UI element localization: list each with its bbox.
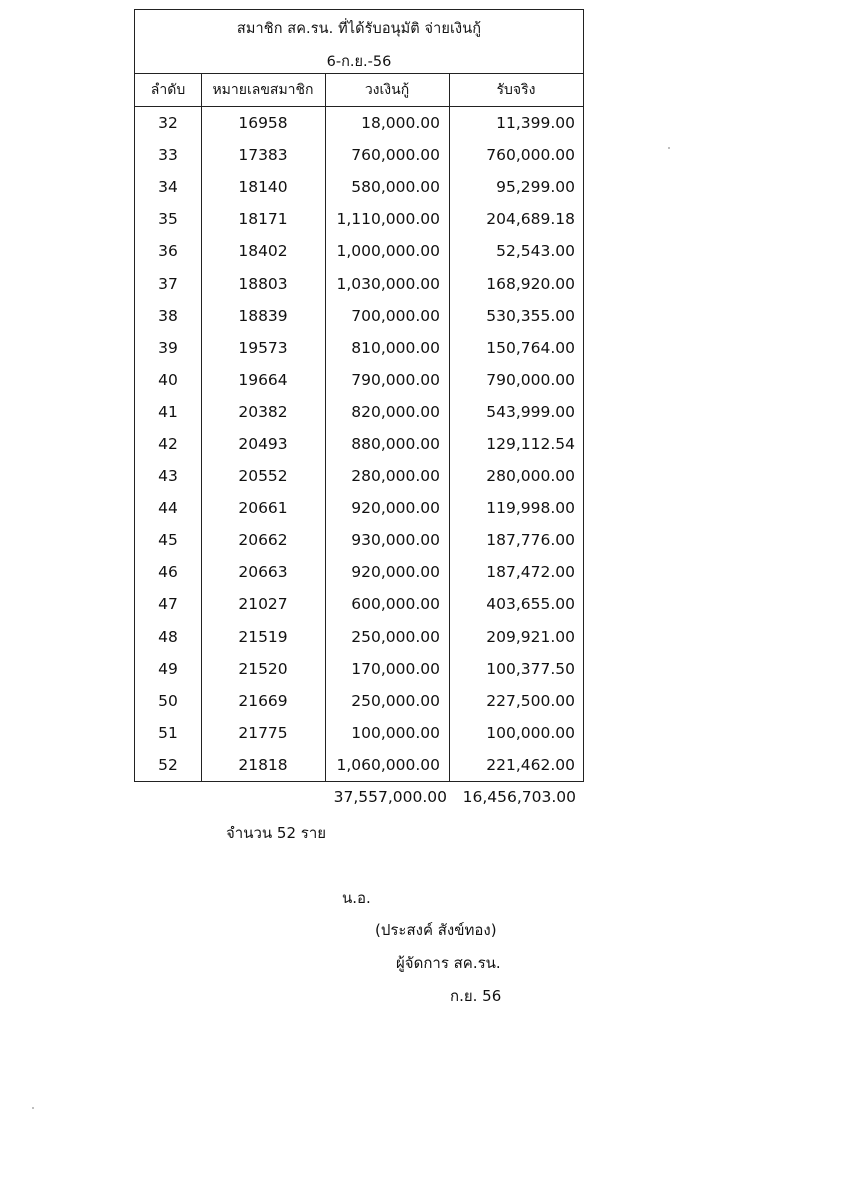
table-row bbox=[135, 492, 583, 524]
table-row bbox=[135, 171, 583, 203]
row-received-amount: 221,462.00 bbox=[486, 755, 575, 774]
row-loan-amount: 100,000.00 bbox=[351, 723, 440, 742]
row-member-number: 21775 bbox=[238, 723, 288, 742]
row-member-number: 18839 bbox=[238, 306, 288, 325]
row-loan-amount: 280,000.00 bbox=[351, 467, 440, 486]
row-order: 40 bbox=[158, 370, 178, 389]
row-order: 35 bbox=[158, 210, 178, 229]
row-member-number: 21520 bbox=[238, 659, 288, 678]
row-received-amount: 100,377.50 bbox=[486, 659, 575, 678]
row-loan-amount: 600,000.00 bbox=[351, 595, 440, 614]
scan-speck bbox=[668, 147, 670, 149]
row-order: 49 bbox=[158, 659, 178, 678]
row-received-amount: 403,655.00 bbox=[486, 595, 575, 614]
total-approved: 37,557,000.00 bbox=[333, 788, 447, 806]
row-member-number: 20661 bbox=[238, 499, 288, 518]
row-order: 52 bbox=[158, 755, 178, 774]
row-order: 45 bbox=[158, 531, 178, 550]
row-order: 32 bbox=[158, 114, 178, 133]
row-loan-amount: 920,000.00 bbox=[351, 499, 440, 518]
row-member-number: 20552 bbox=[238, 467, 288, 486]
table-row bbox=[135, 621, 583, 653]
row-loan-amount: 880,000.00 bbox=[351, 434, 440, 453]
row-order: 43 bbox=[158, 467, 178, 486]
row-received-amount: 530,355.00 bbox=[486, 306, 575, 325]
row-order: 46 bbox=[158, 563, 178, 582]
row-member-number: 20493 bbox=[238, 434, 288, 453]
row-order: 48 bbox=[158, 627, 178, 646]
row-loan-amount: 920,000.00 bbox=[351, 563, 440, 582]
column-divider bbox=[325, 74, 326, 781]
column-divider bbox=[201, 74, 202, 781]
header-order: ลำดับ bbox=[150, 82, 186, 98]
row-loan-amount: 760,000.00 bbox=[351, 146, 440, 165]
row-received-amount: 150,764.00 bbox=[486, 338, 575, 357]
row-member-number: 20382 bbox=[238, 402, 288, 421]
row-received-amount: 129,112.54 bbox=[486, 434, 575, 453]
row-loan-amount: 1,110,000.00 bbox=[336, 210, 440, 229]
table-row bbox=[135, 556, 583, 588]
row-loan-amount: 790,000.00 bbox=[351, 370, 440, 389]
row-member-number: 20663 bbox=[238, 563, 288, 582]
row-order: 36 bbox=[158, 242, 178, 261]
header-received-amount: รับจริง bbox=[496, 82, 536, 98]
table-row bbox=[135, 139, 583, 171]
row-loan-amount: 1,000,000.00 bbox=[336, 242, 440, 261]
table-row bbox=[135, 300, 583, 332]
table-row bbox=[135, 107, 583, 139]
table-row bbox=[135, 235, 583, 267]
row-member-number: 18402 bbox=[238, 242, 288, 261]
row-member-number: 20662 bbox=[238, 531, 288, 550]
row-order: 33 bbox=[158, 146, 178, 165]
row-order: 51 bbox=[158, 723, 178, 742]
signer-name: (ประสงค์ สังข์ทอง) bbox=[375, 921, 497, 939]
row-loan-amount: 1,060,000.00 bbox=[336, 755, 440, 774]
table-title-block bbox=[135, 10, 583, 74]
row-order: 42 bbox=[158, 434, 178, 453]
document-date: 6-ก.ย.-56 bbox=[326, 54, 392, 70]
row-member-number: 21519 bbox=[238, 627, 288, 646]
row-member-number: 18171 bbox=[238, 210, 288, 229]
table-row bbox=[135, 749, 583, 781]
row-loan-amount: 810,000.00 bbox=[351, 338, 440, 357]
signer-rank: น.อ. bbox=[342, 889, 371, 907]
table-row bbox=[135, 685, 583, 717]
row-loan-amount: 250,000.00 bbox=[351, 691, 440, 710]
row-member-number: 21818 bbox=[238, 755, 288, 774]
row-loan-amount: 820,000.00 bbox=[351, 402, 440, 421]
table-row bbox=[135, 588, 583, 620]
total-received: 16,456,703.00 bbox=[462, 788, 576, 806]
table-row bbox=[135, 524, 583, 556]
table-row bbox=[135, 428, 583, 460]
table-row bbox=[135, 203, 583, 235]
header-loan-amount: วงเงินกู้ bbox=[364, 82, 410, 98]
column-divider bbox=[449, 74, 450, 781]
row-order: 38 bbox=[158, 306, 178, 325]
row-order: 34 bbox=[158, 178, 178, 197]
row-member-number: 19664 bbox=[238, 370, 288, 389]
table-row bbox=[135, 364, 583, 396]
row-order: 37 bbox=[158, 274, 178, 293]
row-received-amount: 543,999.00 bbox=[486, 402, 575, 421]
row-loan-amount: 18,000.00 bbox=[361, 114, 440, 133]
row-order: 50 bbox=[158, 691, 178, 710]
row-loan-amount: 250,000.00 bbox=[351, 627, 440, 646]
row-member-number: 16958 bbox=[238, 114, 288, 133]
row-member-number: 18140 bbox=[238, 178, 288, 197]
row-received-amount: 11,399.00 bbox=[496, 114, 575, 133]
document-title: สมาชิก สค.รน. ที่ได้รับอนุมัติ จ่ายเงินกู้ bbox=[236, 21, 482, 37]
table-row bbox=[135, 653, 583, 685]
scan-speck bbox=[32, 1107, 34, 1109]
row-received-amount: 187,776.00 bbox=[486, 531, 575, 550]
row-loan-amount: 580,000.00 bbox=[351, 178, 440, 197]
row-loan-amount: 700,000.00 bbox=[351, 306, 440, 325]
row-received-amount: 280,000.00 bbox=[486, 467, 575, 486]
table-row bbox=[135, 460, 583, 492]
table-header-row bbox=[135, 74, 583, 107]
row-member-number: 21027 bbox=[238, 595, 288, 614]
row-received-amount: 227,500.00 bbox=[486, 691, 575, 710]
row-order: 41 bbox=[158, 402, 178, 421]
signature-date: ก.ย. 56 bbox=[450, 987, 502, 1005]
row-loan-amount: 930,000.00 bbox=[351, 531, 440, 550]
row-received-amount: 119,998.00 bbox=[486, 499, 575, 518]
table-row bbox=[135, 396, 583, 428]
table-row bbox=[135, 267, 583, 299]
table-row bbox=[135, 332, 583, 364]
row-received-amount: 52,543.00 bbox=[496, 242, 575, 261]
row-received-amount: 790,000.00 bbox=[486, 370, 575, 389]
row-received-amount: 168,920.00 bbox=[486, 274, 575, 293]
loan-table bbox=[134, 9, 584, 782]
row-loan-amount: 1,030,000.00 bbox=[336, 274, 440, 293]
header-member-number: หมายเลขสมาชิก bbox=[212, 82, 314, 98]
row-member-number: 19573 bbox=[238, 338, 288, 357]
table-body bbox=[135, 107, 583, 781]
row-order: 47 bbox=[158, 595, 178, 614]
row-received-amount: 187,472.00 bbox=[486, 563, 575, 582]
row-received-amount: 100,000.00 bbox=[486, 723, 575, 742]
signer-title: ผู้จัดการ สค.รน. bbox=[396, 954, 501, 972]
row-member-number: 18803 bbox=[238, 274, 288, 293]
row-received-amount: 209,921.00 bbox=[486, 627, 575, 646]
row-received-amount: 760,000.00 bbox=[486, 146, 575, 165]
row-received-amount: 95,299.00 bbox=[496, 178, 575, 197]
row-member-number: 21669 bbox=[238, 691, 288, 710]
row-member-number: 17383 bbox=[238, 146, 288, 165]
member-count: จำนวน 52 ราย bbox=[226, 824, 327, 842]
row-received-amount: 204,689.18 bbox=[486, 210, 575, 229]
row-order: 44 bbox=[158, 499, 178, 518]
row-order: 39 bbox=[158, 338, 178, 357]
table-row bbox=[135, 717, 583, 749]
row-loan-amount: 170,000.00 bbox=[351, 659, 440, 678]
